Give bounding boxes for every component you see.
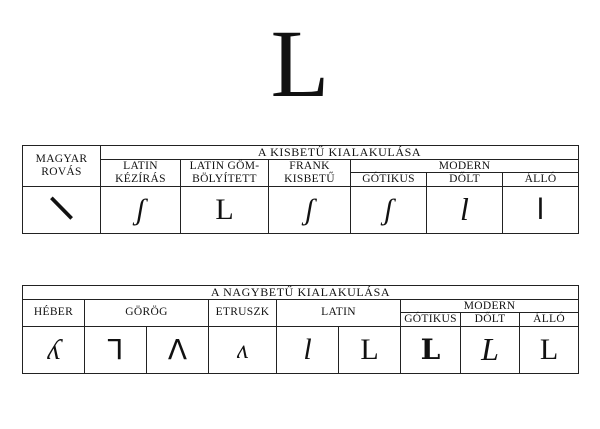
table-row	[23, 159, 579, 173]
magyar-rovas-header	[23, 146, 101, 187]
glyph-frank-kisbetu-char: ʃ	[305, 192, 314, 226]
glyph-gorog-1-char: Ꞁ	[107, 332, 124, 366]
glyph-uppercase-modern-dolt	[461, 326, 520, 373]
glyph-gorog-2	[147, 326, 209, 373]
table-row	[23, 326, 579, 373]
column-latin-kezirasz	[101, 159, 181, 186]
glyph-uppercase-modern-allo-char: L	[539, 332, 559, 366]
column-modern-gotikus: GÓTIKUS	[351, 173, 427, 187]
glyph-gorog-1	[85, 326, 147, 373]
glyph-lowercase-modern-dolt-char: l	[460, 190, 469, 227]
glyph-heber-char: ʎ	[46, 332, 61, 366]
column-etruszk: ETRUSZK	[209, 299, 277, 326]
glyph-latin-gombolyitett	[181, 186, 269, 233]
column-heber: HÉBER	[23, 299, 85, 326]
lowercase-modern-header: MODERN	[351, 159, 579, 173]
glyph-uppercase-modern-gotikus	[401, 326, 461, 373]
column-latin-gombolyitett	[181, 159, 269, 186]
lowercase-development-table	[22, 145, 579, 234]
glyph-gorog-2-char: Λ	[167, 332, 188, 366]
column-latin-gombolyitett-line1: LATIN GÖM-	[189, 160, 260, 172]
glyph-lowercase-modern-dolt	[427, 186, 503, 233]
glyph-uppercase-modern-allo	[520, 326, 579, 373]
glyph-latin-2-char: L	[360, 332, 379, 366]
glyph-lowercase-modern-allo-char: l	[537, 192, 544, 226]
table-row	[23, 146, 579, 160]
column-frank-kisbetu-line1: FRANK	[289, 160, 330, 172]
column-uppercase-modern-gotikus: GÓTIKUS	[401, 313, 461, 327]
magyar-rovas-line1: MAGYAR	[35, 153, 88, 166]
column-modern-dolt: DŐLT	[427, 173, 503, 187]
column-uppercase-modern-allo: ÁLLÓ	[520, 313, 579, 327]
glyph-latin-1-char: Ɩ	[303, 332, 312, 366]
column-frank-kisbetu-line2: KISBETŰ	[284, 172, 335, 185]
column-frank-kisbetu	[269, 159, 351, 186]
glyph-uppercase-modern-dolt-char: L	[481, 330, 499, 367]
table-row	[23, 299, 579, 313]
glyph-etruszk	[209, 326, 277, 373]
glyph-etruszk-char: ʌ	[236, 335, 249, 364]
glyph-magyar-rovas-char: 𝈏	[50, 191, 73, 227]
column-latin-kezirasz-line2: KÉZÍRÁS	[115, 172, 166, 185]
glyph-lowercase-modern-gotikus	[351, 186, 427, 233]
glyph-magyar-rovas	[23, 186, 101, 233]
column-latin-gombolyitett-line2: BÖLYÍTETT	[192, 172, 257, 185]
table-row	[23, 186, 579, 233]
glyph-frank-kisbetu	[269, 186, 351, 233]
lowercase-main-header: A KISBETŰ KIALAKULÁSA	[101, 146, 579, 160]
column-latin: LATIN	[277, 299, 401, 326]
glyph-uppercase-modern-gotikus-char: L	[420, 332, 441, 366]
uppercase-main-header: A NAGYBETŰ KIALAKULÁSA	[23, 286, 579, 300]
glyph-heber	[23, 326, 85, 373]
glyph-lowercase-modern-allo	[503, 186, 579, 233]
glyph-latin-kezirasz-char: ʃ	[136, 192, 145, 226]
column-gorog: GÖRÖG	[85, 299, 209, 326]
uppercase-development-table	[22, 285, 579, 374]
column-modern-allo: ÁLLÓ	[503, 173, 579, 187]
glyph-latin-gombolyitett-char: L	[215, 192, 234, 226]
table-row	[23, 286, 579, 300]
glyph-lowercase-modern-gotikus-char: ʃ	[384, 192, 393, 226]
glyph-latin-1	[277, 326, 339, 373]
uppercase-modern-header: MODERN	[401, 299, 579, 313]
column-uppercase-modern-dolt: DŐLT	[461, 313, 520, 327]
page-title-letter: L	[270, 10, 330, 117]
glyph-latin-kezirasz	[101, 186, 181, 233]
magyar-rovas-line2: ROVÁS	[41, 165, 82, 178]
column-latin-kezirasz-line1: LATIN	[123, 160, 158, 172]
glyph-latin-2	[339, 326, 401, 373]
